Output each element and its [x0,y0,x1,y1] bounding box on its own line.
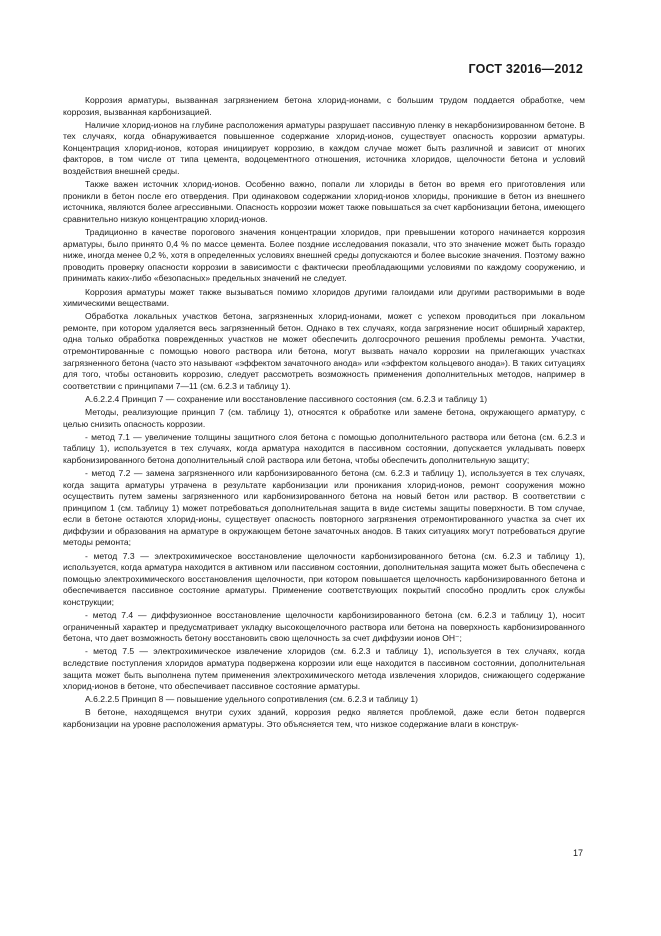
clause-heading: А.6.2.2.4 Принцип 7 — сохранение или восстановление пассивного состояния (см. 6.2.3 и таблицу 1) [85,393,488,404]
paragraph: В бетоне, находящемся внутри сухих зданий, коррозия редко является проблемой, даже если бетон подвергся карбонизации на уровне расположения арматуры. Это объясняется тем, что низкое содержание влаги в конструк- [63,707,585,729]
method-item: - метод 7.5 — электрохимическое извлечение хлоридов (см. 6.2.3 и таблицу 1), используется в тех случаях, когда вследствие поступления хлоридов арматура подвержена коррозии или еще находится в пассивном состоянии, дополнительная защита может быть выполнена путем применения электрохимического метода извлечения хлоридов, снижающего содержание хлорид-ионов в бетоне, что обеспечивает пассивное состояние арматуры. [63,646,585,692]
clause-heading: А.6.2.2.5 Принцип 8 — повышение удельного сопротивления (см. 6.2.3 и таблицу 1) [85,694,419,705]
paragraph: Коррозия арматуры может также вызываться помимо хлоридов другими галоидами или другими растворимыми в воде химическими веществами. [63,286,585,309]
paragraph: Коррозия арматуры, вызванная загрязнением бетона хлорид-ионами, с большим трудом поддается обработке, чем коррозия, вызванная карбонизацией. [63,95,585,117]
page-number: 17 [572,848,583,858]
method-item: - метод 7.4 — диффузионное восстановление щелочности карбонизированного бетона (см. 6.2.3 и таблицу 1), носит ограниченный характер и предусматривает укладку высокощелочного раствора или бетона на поверхность карбонизированного бетона, что дает возможность бетону восстановить свою щелочность за счет диффузии ионов ОН⁻; [63,610,585,644]
method-item: - метод 7.1 — увеличение толщины защитного слоя бетона с помощью дополнительного раствора или бетона (см. 6.2.3 и таблицу 1), используется в тех случаях, когда арматура находится в пассивном состоянии, допускается укладывать поверх карбонизированного бетона дополнительный слой раствора или бетона, чтобы обеспечить дополнительную защиту; [63,431,585,465]
paragraph: Методы, реализующие принцип 7 (см. таблицу 1), относятся к обработке или замене бетона, окружающего арматуру, с целью снизить опасность коррозии. [63,406,585,429]
method-item: - метод 7.3 — электрохимическое восстановление щелочности карбонизированного бетона (см. 6.2.3 и таблицу 1), используется, когда арматура находится в активном или пассивном состоянии, дополнительная защита может быть обеспечена с помощью электрохимического восстановления щелочности, при котором повышается щелочность карбонизированного бетона и обеспечивается пассивное состояние арматуры. Применение соответствующих покрытий способно продлить срок службы конструкции; [63,550,585,607]
paragraph: Традиционно в качестве порогового значения концентрации хлоридов, при превышении которого начинается коррозия арматуры, было принято 0,4 % по массе цемента. Более поздние исследования показали, что это значение может быть гораздо ниже, иногда менее 0,2 %, хотя в определенных условиях внешней среды допускаются и более высокие значения. Поэтому важно проводить проверку опасности коррозии в зависимости с фактически преобладающими условиями по каждому сооружению, и принимать каких-либо «безопасных» предельных значений не следует. [63,227,585,284]
paragraph: Наличие хлорид-ионов на глубине расположения арматуры разрушает пассивную пленку в некарбонизированном бетоне. В тех случаях, когда обнаруживается повышенное содержание хлорид-ионов, существует опасность коррозии арматуры. Концентрация хлорид-ионов, которая инициирует коррозию, в каждом случае может быть различной и зависит от многих факторов, в том числе от типа цемента, водоцементного отношения, источника хлоридов, щелочности бетона и условий воздействия внешней среды. [63,119,585,177]
paragraph: Также важен источник хлорид-ионов. Особенно важно, попали ли хлориды в бетон во время его приготовления или проникли в бетон после его отвердения. При одинаковом содержании хлорид-ионов хлориды, проникшие в бетон из внешнего источника, являются более агрессивными. Опасность коррозии может также повышаться за счет карбонизации бетона, имеющего сравнительно низкую концентрацию хлорид-ионов. [63,179,585,224]
standard-header: ГОСТ 32016—2012 [468,62,583,76]
method-item: - метод 7.2 — замена загрязненного или карбонизированного бетона (см. 6.2.3 и таблицу 1), используется в тех случаях, когда защита арматуры утрачена в результате карбонизации или проникания хлорид-ионов, ремонт сооружения можно осуществить путем замены загрязненного или карбонизированного бетона на новый бетон или раствор. В соответствии с принципом 1 (см. таблицу 1) может потребоваться дополнительная защита в виде системы защиты поверхности. В том случае, если в бетоне остаются хлорид-ионы, существует опасность повторного загрязнения отремонтированного участка за счет их диффузии и образования на арматуре в окружающем бетоне зачаточных анодов. В таких ситуациях могут потребоваться другие методы ремонта; [63,467,585,548]
paragraph: Обработка локальных участков бетона, загрязненных хлорид-ионами, может с успехом проводиться при локальном ремонте, при котором удаляется весь загрязненный бетон. Однако в тех случаях, когда загрязнение носит обширный характер, одна только обработка поврежденных участков не может обеспечить долгосрочного решения проблемы ремонта. Участки, отремонтированные с помощью нового раствора или бетона, могут вызвать начало коррозии на прилегающих участках загрязненного бетона (часто это называют «эффектом зачаточного анода» или «эффектом кольцевого анода»). В таких ситуациях для того, чтобы остановить коррозию, следует рассмотреть возможность применения дополнительных методов, например в соответствии с принципами 7—11 (см. 6.2.3 и таблицу 1). [63,311,585,391]
body-text [63,95,585,732]
